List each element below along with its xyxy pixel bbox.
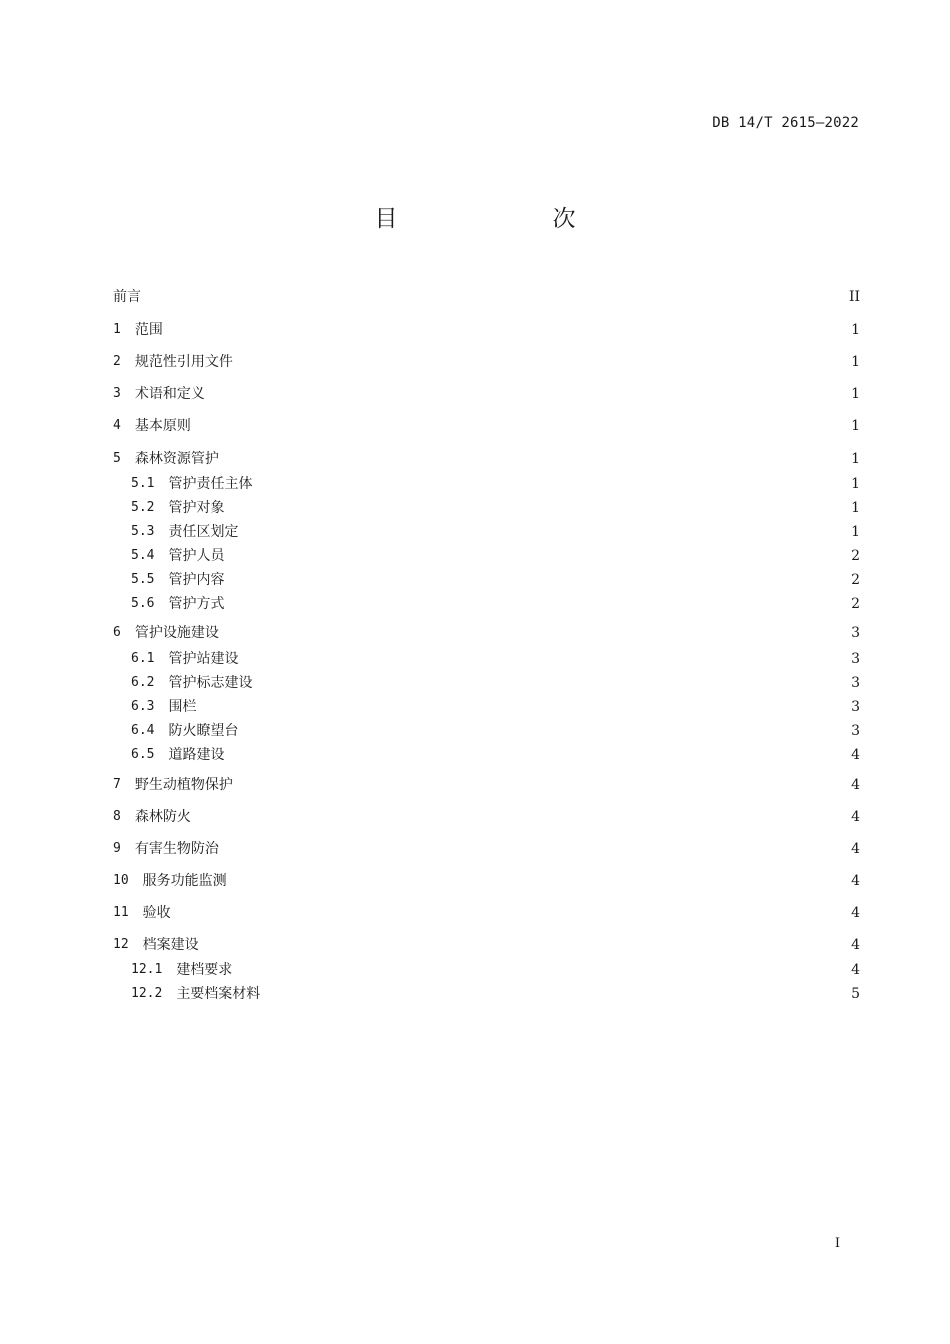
toc-leader-dots <box>236 959 844 981</box>
toc-entry-number: 5.3 <box>131 524 155 539</box>
toc-leader-dots <box>223 448 844 470</box>
toc-entry-page: 4 <box>851 777 860 793</box>
toc-entry-text: 围栏 <box>168 699 197 715</box>
toc-entry[interactable] <box>113 806 860 828</box>
toc-entry[interactable] <box>113 744 860 766</box>
toc-leader-dots <box>237 351 844 373</box>
toc-entry-text: 管护标志建设 <box>168 675 253 691</box>
toc-entry-label <box>113 593 224 615</box>
page-number: I <box>834 1236 840 1251</box>
toc-entry-label <box>113 319 163 341</box>
toc-entry[interactable] <box>113 415 860 437</box>
toc-entry-label <box>113 383 205 405</box>
toc-entry-label <box>113 497 224 519</box>
toc-entry-page: 4 <box>851 747 860 763</box>
toc-entry-label <box>113 720 238 742</box>
toc-entry-text: 档案建设 <box>142 937 199 953</box>
toc-entry-label <box>113 934 199 956</box>
toc-entry-label <box>113 838 219 860</box>
toc-entry-label <box>113 672 252 694</box>
toc-entry-page: 3 <box>851 625 860 641</box>
toc-entry[interactable] <box>113 521 860 543</box>
toc-entry-text: 管护对象 <box>168 500 225 516</box>
toc-entry-page: 3 <box>851 675 860 691</box>
toc-entry-number: 6.1 <box>131 651 155 666</box>
toc-entry-text: 野生动植物保护 <box>134 777 233 793</box>
toc-leader-dots <box>203 934 844 956</box>
document-code: DB 14/T 2615—2022 <box>712 115 859 131</box>
toc-entry[interactable] <box>113 622 860 644</box>
toc-entry-page: 3 <box>851 699 860 715</box>
toc-entry-text: 主要档案材料 <box>176 986 261 1002</box>
toc-entry-text: 验收 <box>142 905 171 921</box>
toc-leader-dots <box>228 569 844 591</box>
toc-entry-text: 森林防火 <box>134 809 191 825</box>
toc-entry-text: 管护人员 <box>168 548 225 564</box>
toc-entry-number: 1 <box>113 322 121 337</box>
toc-entry[interactable] <box>113 286 860 308</box>
toc-entry-text: 防火瞭望台 <box>168 723 239 739</box>
toc-entry[interactable] <box>113 672 860 694</box>
toc-entry-page: 2 <box>851 572 860 588</box>
toc-leader-dots <box>228 744 844 766</box>
toc-leader-dots <box>264 983 844 1005</box>
toc-entry-label <box>113 983 260 1005</box>
toc-entry-label <box>113 286 141 308</box>
toc-entry-number: 4 <box>113 418 121 433</box>
toc-leader-dots <box>256 672 844 694</box>
toc-entry-text: 有害生物防治 <box>134 841 219 857</box>
toc-entry-number: 5 <box>113 451 121 466</box>
toc-leader-dots <box>175 902 844 924</box>
toc-entry-page: 4 <box>851 937 860 953</box>
toc-leader-dots <box>237 774 844 796</box>
toc-entry[interactable] <box>113 383 860 405</box>
toc-entry-number: 6.3 <box>131 699 155 714</box>
toc-entry[interactable] <box>113 838 860 860</box>
toc-entry-text: 术语和定义 <box>134 386 205 402</box>
toc-entry-number: 5.2 <box>131 500 155 515</box>
toc-entry[interactable] <box>113 473 860 495</box>
toc-entry-label <box>113 351 233 373</box>
toc-leader-dots <box>242 720 844 742</box>
toc-entry-label <box>113 448 219 470</box>
toc-leader-dots <box>223 622 844 644</box>
toc-entry-number: 12.1 <box>131 962 163 977</box>
toc-entry-label <box>113 473 252 495</box>
toc-entry-number: 6.2 <box>131 675 155 690</box>
toc-entry-label <box>113 959 232 981</box>
toc-entry-text: 范围 <box>134 322 163 338</box>
toc-entry-text: 规范性引用文件 <box>134 354 233 370</box>
toc-entry-number: 3 <box>113 386 121 401</box>
toc-leader-dots <box>145 286 844 308</box>
toc-entry-page: 4 <box>851 809 860 825</box>
toc-entry[interactable] <box>113 934 860 956</box>
page-title: 目 次 <box>374 206 642 232</box>
toc-entry-page: 1 <box>851 418 860 434</box>
toc-entry-number: 7 <box>113 777 121 792</box>
toc-entry[interactable] <box>113 448 860 470</box>
toc-entry-label <box>113 569 224 591</box>
toc-entry-page: 3 <box>851 651 860 667</box>
toc-entry-text: 管护设施建设 <box>134 625 219 641</box>
toc-entry[interactable] <box>113 351 860 373</box>
toc-entry-page: 4 <box>851 873 860 889</box>
toc-entry-label <box>113 774 233 796</box>
toc-leader-dots <box>195 415 844 437</box>
toc-entry-number: 6.4 <box>131 723 155 738</box>
toc-entry-text: 森林资源管护 <box>134 451 219 467</box>
toc-entry-number: 5.5 <box>131 572 155 587</box>
toc-entry-number: 10 <box>113 873 129 888</box>
toc-leader-dots <box>200 696 844 718</box>
toc-entry[interactable] <box>113 545 860 567</box>
toc-entry-page: 5 <box>851 986 860 1002</box>
toc-entry-number: 5.4 <box>131 548 155 563</box>
toc-entry-number: 6 <box>113 625 121 640</box>
toc-entry-page: 1 <box>851 386 860 402</box>
toc-entry-label <box>113 545 224 567</box>
toc-entry-text: 管护责任主体 <box>168 476 253 492</box>
toc-entry-page: 2 <box>851 548 860 564</box>
toc-entry-page: 1 <box>851 476 860 492</box>
toc-entry-number: 5.1 <box>131 476 155 491</box>
toc-entry[interactable] <box>113 720 860 742</box>
toc-entry-page: 4 <box>851 905 860 921</box>
toc-entry-number: 9 <box>113 841 121 856</box>
toc-entry-text: 管护方式 <box>168 596 225 612</box>
toc-entry-page: 1 <box>851 354 860 370</box>
toc-entry-text: 建档要求 <box>176 962 233 978</box>
toc-entry-number: 6.5 <box>131 747 155 762</box>
toc-leader-dots <box>223 838 844 860</box>
toc-entry-page: 1 <box>851 500 860 516</box>
toc-entry[interactable] <box>113 696 860 718</box>
toc-entry[interactable] <box>113 593 860 615</box>
toc-leader-dots <box>228 593 844 615</box>
toc-leader-dots <box>209 383 844 405</box>
toc-entry-text: 管护内容 <box>168 572 225 588</box>
toc-leader-dots <box>195 806 844 828</box>
toc-entry-label <box>113 648 238 670</box>
toc-entry[interactable] <box>113 983 860 1005</box>
toc-entry-text: 责任区划定 <box>168 524 239 540</box>
toc-entry-page: 2 <box>851 596 860 612</box>
toc-entry[interactable] <box>113 774 860 796</box>
toc-entry[interactable] <box>113 959 860 981</box>
toc-entry[interactable] <box>113 569 860 591</box>
toc-leader-dots <box>242 521 844 543</box>
toc-entry-number: 8 <box>113 809 121 824</box>
toc-entry-page: 4 <box>851 841 860 857</box>
toc-entry-label <box>113 806 191 828</box>
toc-entry-number: 12 <box>113 937 129 952</box>
toc-entry[interactable] <box>113 497 860 519</box>
toc-entry-page: 4 <box>851 962 860 978</box>
toc-entry-text: 服务功能监测 <box>142 873 227 889</box>
toc-entry-page: 3 <box>851 723 860 739</box>
toc-entry-page: 1 <box>851 322 860 338</box>
toc-entry-text: 道路建设 <box>168 747 225 763</box>
toc-leader-dots <box>231 870 844 892</box>
toc-entry-label <box>113 521 238 543</box>
toc-entry-label <box>113 870 227 892</box>
toc-entry[interactable] <box>113 648 860 670</box>
toc-entry-number: 11 <box>113 905 129 920</box>
toc-leader-dots <box>256 473 844 495</box>
toc-entry-text: 前言 <box>113 289 141 305</box>
toc-entry-number: 12.2 <box>131 986 163 1001</box>
toc-entry-label <box>113 415 191 437</box>
toc-leader-dots <box>167 319 844 341</box>
toc-entry-label <box>113 744 224 766</box>
toc-leader-dots <box>228 497 844 519</box>
toc-leader-dots <box>228 545 844 567</box>
toc-entry-label <box>113 696 196 718</box>
toc-entry-number: 2 <box>113 354 121 369</box>
toc-leader-dots <box>242 648 844 670</box>
toc-entry[interactable] <box>113 319 860 341</box>
toc-entry-text: 基本原则 <box>134 418 191 434</box>
toc-entry-label <box>113 622 219 644</box>
toc-entry-page: II <box>848 289 860 305</box>
toc-entry-text: 管护站建设 <box>168 651 239 667</box>
toc-entry[interactable] <box>113 902 860 924</box>
toc-entry-number: 5.6 <box>131 596 155 611</box>
toc-entry-page: 1 <box>851 451 860 467</box>
toc-entry[interactable] <box>113 870 860 892</box>
toc-entry-label <box>113 902 171 924</box>
toc-entry-page: 1 <box>851 524 860 540</box>
